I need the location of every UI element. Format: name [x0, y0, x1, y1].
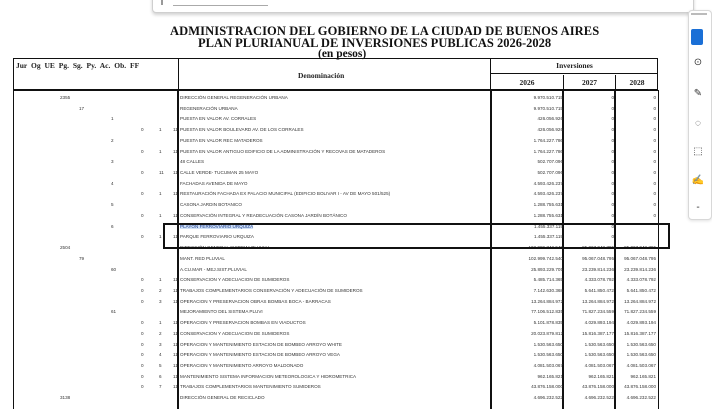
value-2028: 4.333.078.792 [626, 277, 656, 283]
value-2028: 0 [653, 170, 656, 176]
value-2028: 5.641.850.472 [626, 287, 656, 293]
code-ff: 11 [173, 212, 178, 218]
value-2028: 23.239.814.236 [624, 266, 656, 272]
code-ff: 11 [173, 352, 178, 358]
value-2028: 0 [653, 95, 656, 100]
value-2026: 502.707.096 [537, 159, 563, 165]
code-ob: 3 [159, 298, 162, 304]
code-ff: 11 [173, 298, 178, 304]
document-icon[interactable] [691, 29, 703, 45]
code-og: 79 [79, 255, 85, 261]
denominacion: TRABAJOS COMPLEMENTARIOS MANTENIMIENTO SUMIDEROS [180, 384, 321, 390]
code-ff: 11 [173, 330, 178, 336]
value-2026: 1.764.227.786 [533, 148, 563, 154]
table-row [13, 188, 659, 199]
value-2026: 7.142.630.368 [533, 287, 563, 293]
code-pg: 61 [111, 309, 117, 315]
table-row [13, 381, 659, 392]
text-cursor [161, 0, 163, 5]
value-2027: 13.264.884.972 [582, 298, 614, 304]
table-row [13, 339, 659, 350]
code-ac: 0 [141, 384, 144, 390]
table-row [13, 178, 659, 189]
value-2028: 0 [653, 105, 656, 111]
value-2028: 13.264.884.972 [624, 298, 656, 304]
code-ff: 11 [173, 170, 178, 176]
code-ac: 0 [141, 373, 144, 379]
document-title: ADMINISTRACION DEL GOBIERNO DE LA CIUDAD DE BUENOS AIRES [170, 24, 600, 38]
table-row [13, 135, 659, 146]
value-2027: 0 [611, 170, 614, 176]
value-2027: 4.081.503.067 [584, 363, 614, 368]
denominacion: OPERACION Y MANTENIMIENTO ESTACION DE BOMBEO ARROYO VEGA [180, 352, 340, 358]
value-2027: 0 [611, 116, 614, 122]
value-2027: 962.165.821 [588, 373, 614, 379]
value-2027: 43.876.158.000 [582, 384, 614, 390]
denominacion: CASONA JARDIN BOTANICO [180, 202, 242, 208]
code-ob: 1 [159, 234, 162, 240]
denominacion: TRABAJOS COMPLEMENTARIOS CONSERVACIÓN Y ADECUACIÓN DE SUMIDEROS [180, 287, 363, 293]
denominacion: PARQUE FERROVIARIO URQUIZA [180, 234, 254, 240]
value-2026: 962.165.821 [537, 373, 563, 379]
table-row [13, 274, 659, 285]
value-2027: 71.827.234.559 [582, 309, 614, 315]
value-2026: 1.455.337.119 [533, 223, 563, 229]
value-2028: 95.067.048.795 [624, 245, 656, 251]
value-2028: 71.827.234.559 [624, 309, 656, 315]
value-2026: 1.288.755.631 [533, 212, 563, 218]
value-2027: 0 [611, 212, 614, 218]
value-2028: 0 [653, 180, 656, 186]
value-2028: 0 [653, 116, 656, 122]
signature-icon[interactable]: ✍ [691, 175, 705, 186]
denominacion: DIRECCIÓN GENERAL DE RECICLADO [180, 395, 265, 401]
code-ff: 11 [173, 127, 178, 133]
code-ob: 7 [159, 384, 162, 390]
code-ac: 0 [141, 330, 144, 336]
code-ff: 11 [173, 363, 178, 368]
denominacion: RESTAURACIÓN FACHADA EX PALACIO MUNICIPAL (EDIFICIO BOLIVAR I - AV DE MAYO 501/525) [180, 191, 391, 197]
denominacion: CONSERVACION Y ADECUACION DE SUMIDEROS [180, 330, 290, 336]
code-ff: 11 [173, 320, 178, 326]
value-2028: 1.530.563.650 [626, 341, 656, 347]
table-row [13, 92, 659, 103]
code-pg: 2 [111, 137, 114, 143]
code-ff: 11 [173, 234, 178, 240]
value-2026: 4.593.426.237 [533, 180, 563, 186]
value-2026: 102.999.742.540 [528, 255, 563, 261]
denominacion: A.CU.MAR - MEJ.SIST.PLUVIAL [180, 266, 247, 272]
table-row [13, 253, 659, 264]
code-ob: 2 [159, 287, 162, 293]
code-ac: 0 [141, 363, 144, 368]
value-2027: 0 [611, 180, 614, 186]
code-ff: 11 [173, 277, 178, 283]
code-ff: 11 [173, 373, 178, 379]
code-ob: 1 [159, 148, 162, 154]
table-row [13, 124, 659, 135]
denominacion: PUESTA EN VALOR REC MATADEROS [180, 137, 263, 143]
code-ac: 0 [141, 234, 144, 240]
value-2027: 0 [611, 137, 614, 143]
settings-icon[interactable]: ⊙ [693, 57, 703, 68]
value-2027: 1.530.563.650 [584, 352, 614, 358]
table-row [13, 156, 659, 167]
code-jur: 3138 [60, 395, 71, 401]
code-ob: 5 [159, 363, 162, 368]
value-2028: 0 [653, 137, 656, 143]
denominacion: MANT. RED PLUVIAL [180, 255, 225, 261]
code-pg: 60 [111, 266, 117, 272]
selection-icon[interactable]: ⬚ [693, 146, 703, 157]
value-2026: 77.106.512.835 [531, 309, 563, 315]
code-jur: 2355 [60, 95, 71, 100]
code-og: 17 [79, 105, 85, 111]
value-2026: 25.893.229.705 [531, 266, 563, 272]
value-2027: 0 [611, 159, 614, 165]
value-2027: 95.067.048.795 [582, 245, 614, 251]
table-row [13, 349, 659, 360]
table-row [13, 264, 659, 275]
table-row [13, 296, 659, 307]
value-2028: 0 [653, 148, 656, 154]
value-2026: 5.485.714.365 [533, 277, 563, 283]
code-ob: 1 [159, 212, 162, 218]
denominacion: CONSERVACION Y ADECUACION DE SUMIDEROS [180, 277, 290, 283]
denominacion-header: Denominación [298, 71, 345, 80]
code-pg: 1 [111, 116, 114, 122]
code-ac: 0 [141, 277, 144, 283]
value-2028: 962.165.821 [630, 373, 656, 379]
value-2028: 95.067.048.795 [624, 255, 656, 261]
value-2027: 1.530.563.650 [584, 341, 614, 347]
value-2027: 23.239.814.236 [582, 266, 614, 272]
table-row [13, 285, 659, 296]
code-ob: 6 [159, 373, 162, 379]
value-2027: 4.333.078.792 [584, 277, 614, 283]
denominacion: MEJORAMIENTO DEL SISTEMA PLUVI [180, 309, 263, 315]
value-2026: 1.530.563.650 [533, 341, 563, 347]
code-ob: 1 [159, 277, 162, 283]
value-2026: 1.764.227.786 [533, 137, 563, 143]
document-subtitle: PLAN PLURIANUAL DE INVERSIONES PUBLICAS 2026-2028 [198, 36, 552, 50]
year-header-2027: 2027 [563, 75, 615, 90]
value-2027: 4.029.893.194 [584, 320, 614, 326]
value-2028: 4.081.503.067 [626, 363, 656, 368]
value-2026: 4.081.503.067 [533, 363, 563, 368]
input-underline [173, 5, 268, 6]
code-ff: 11 [173, 384, 178, 390]
inversiones-header: Inversiones [491, 59, 658, 74]
code-ac: 0 [141, 352, 144, 358]
value-2027: 0 [611, 234, 614, 240]
value-2026: 1.455.337.119 [533, 234, 563, 240]
denominacion: PUESTA EN VALOR BOULEVARD AV. DE LOS CORRALES [180, 127, 304, 133]
document-units: (en pesos) [318, 48, 367, 60]
denominacion: REGENERACIÓN URBANA [180, 105, 238, 111]
code-ac: 0 [141, 127, 144, 133]
code-ob: 4 [159, 352, 162, 358]
value-2027: 0 [611, 127, 614, 133]
value-2028: 0 [653, 191, 656, 197]
highlight-annotation [163, 223, 670, 249]
value-2026: 9.970.510.715 [533, 95, 563, 100]
denominacion: CALLE VERDE- TUCUMAN 25 MAYO [180, 170, 259, 176]
code-ac: 0 [141, 212, 144, 218]
code-ob: 1 [159, 127, 162, 133]
table-row [13, 210, 659, 221]
value-2028: 0 [653, 202, 656, 208]
denominacion: MANTENIMIENTO SISTEMA INFORMACION METEOROLOGICA Y HIDROMETRICA [180, 373, 357, 379]
table-row [13, 317, 659, 328]
value-2027: 0 [611, 105, 614, 111]
drag-handle[interactable] [691, 13, 707, 15]
value-2026: 1.530.563.650 [533, 352, 563, 358]
code-ff: 11 [173, 341, 178, 347]
value-2026: 502.707.096 [537, 170, 563, 176]
value-2028: 1.530.563.650 [626, 352, 656, 358]
table-row [13, 360, 659, 371]
code-ob: 2 [159, 330, 162, 336]
code-ob: 11 [159, 170, 164, 176]
value-2026: 426.056.926 [537, 127, 563, 133]
value-2026: 4.696.232.522 [533, 395, 563, 401]
year-header-2026: 2026 [519, 78, 535, 87]
denominacion: FACHADAS AVENIDA DE MAYO [180, 180, 248, 186]
code-ob: 1 [159, 191, 162, 197]
code-ob: 3 [159, 341, 162, 347]
code-ob: 1 [159, 320, 162, 326]
denominacion: OPERACION Y MANTENIMIENTO ARROYO MALDONADO [180, 363, 304, 368]
table-row [13, 306, 659, 317]
code-ac: 0 [141, 298, 144, 304]
value-2026: 1.288.755.631 [533, 202, 563, 208]
table-row [13, 371, 659, 382]
value-2027: 15.816.387.177 [582, 330, 614, 336]
denominacion: DIRECCIÓN GENERAL SISTEMA PLUVIAL [180, 245, 271, 251]
value-2027: 0 [611, 148, 614, 154]
table-row [13, 328, 659, 339]
value-2026: 4.593.426.237 [533, 191, 563, 197]
code-ac: 0 [141, 341, 144, 347]
denominacion: PLAYON FERROVIARIO URQUIZA [180, 223, 254, 229]
code-pg: 5 [111, 202, 114, 208]
circle-icon[interactable]: ◌ [695, 118, 701, 129]
value-2027: 0 [611, 95, 614, 100]
value-2026: 43.876.158.000 [531, 384, 563, 390]
search-popup[interactable] [152, 0, 694, 13]
table-row [13, 199, 659, 210]
code-ac: 0 [141, 320, 144, 326]
denominacion: OPERACION Y PRESERVACION OBRAS BOMBAS BOCA - BARRACAS [180, 298, 331, 304]
value-2026: 9.970.510.715 [533, 105, 563, 111]
table-row [13, 146, 659, 157]
value-2027: 0 [611, 202, 614, 208]
code-jur: 2504 [60, 245, 71, 251]
value-2028: 0 [653, 159, 656, 165]
value-2027: 95.067.048.795 [582, 255, 614, 261]
pen-icon[interactable]: ✎ [693, 88, 703, 99]
value-2028: 0 [653, 212, 656, 218]
denominacion: CONSERVACIÓN INTEGRAL Y READECUACIÓN CASONA JARDÍN BOTÁNICO [180, 212, 347, 218]
code-ff: 11 [173, 148, 178, 154]
code-pg: 3 [111, 159, 114, 165]
value-2026: 13.264.884.972 [531, 298, 563, 304]
code-pg: 6 [111, 223, 114, 229]
tool-sidebar [688, 10, 712, 220]
code-ff: 11 [173, 287, 178, 293]
value-2026: 426.056.926 [537, 116, 563, 122]
code-ac: 0 [141, 148, 144, 154]
value-2027: 0 [611, 191, 614, 197]
table-row [13, 392, 659, 403]
table-row [13, 103, 659, 114]
value-2028: 43.876.158.000 [624, 384, 656, 390]
denominacion: PUESTA EN VALOR AV. CORRALES [180, 116, 257, 122]
denominacion: PUESTA EN VALOR ANTIGUO EDIFICIO DE LA ADMINISTRACIÓN Y RECOVAS DE MATADEROS [180, 148, 386, 154]
value-2026: 5.101.878.835 [533, 320, 563, 326]
table-row [13, 167, 659, 178]
code-pg: 4 [111, 180, 114, 186]
value-2028: 4.029.893.194 [626, 320, 656, 326]
value-2027: 0 [611, 223, 614, 229]
code-ff: 11 [173, 191, 178, 197]
denominacion: DIRECCIÓN GENERAL REGENERACIÓN URBANA [180, 95, 288, 100]
value-2028: 15.816.387.177 [624, 330, 656, 336]
value-2026: 20.023.879.812 [531, 330, 563, 336]
code-ac: 0 [141, 170, 144, 176]
more-icon[interactable]: - [696, 202, 700, 213]
year-header-2028: 2028 [615, 75, 658, 90]
value-2028: 4.696.232.522 [626, 395, 656, 401]
denominacion: 48 CALLES [180, 159, 205, 165]
code-ac: 0 [141, 287, 144, 293]
value-2028: 0 [653, 127, 656, 133]
code-ac: 0 [141, 191, 144, 197]
table-row [13, 113, 659, 124]
value-2027: 5.641.850.472 [584, 287, 614, 293]
codes-header: Jur Og UE Pg. Sg. Py. Ac. Ob. FF [16, 61, 140, 70]
denominacion: OPERACION Y PRESERVACION BOMBAS EN VIADUCTOS [180, 320, 306, 326]
value-2026: 102.999.742.540 [528, 245, 563, 251]
denominacion: OPERACION Y MANTENIMIENTO ESTACION DE BOMBEO ARROYO WHITE [180, 341, 342, 347]
value-2027: 4.696.232.522 [584, 395, 614, 401]
